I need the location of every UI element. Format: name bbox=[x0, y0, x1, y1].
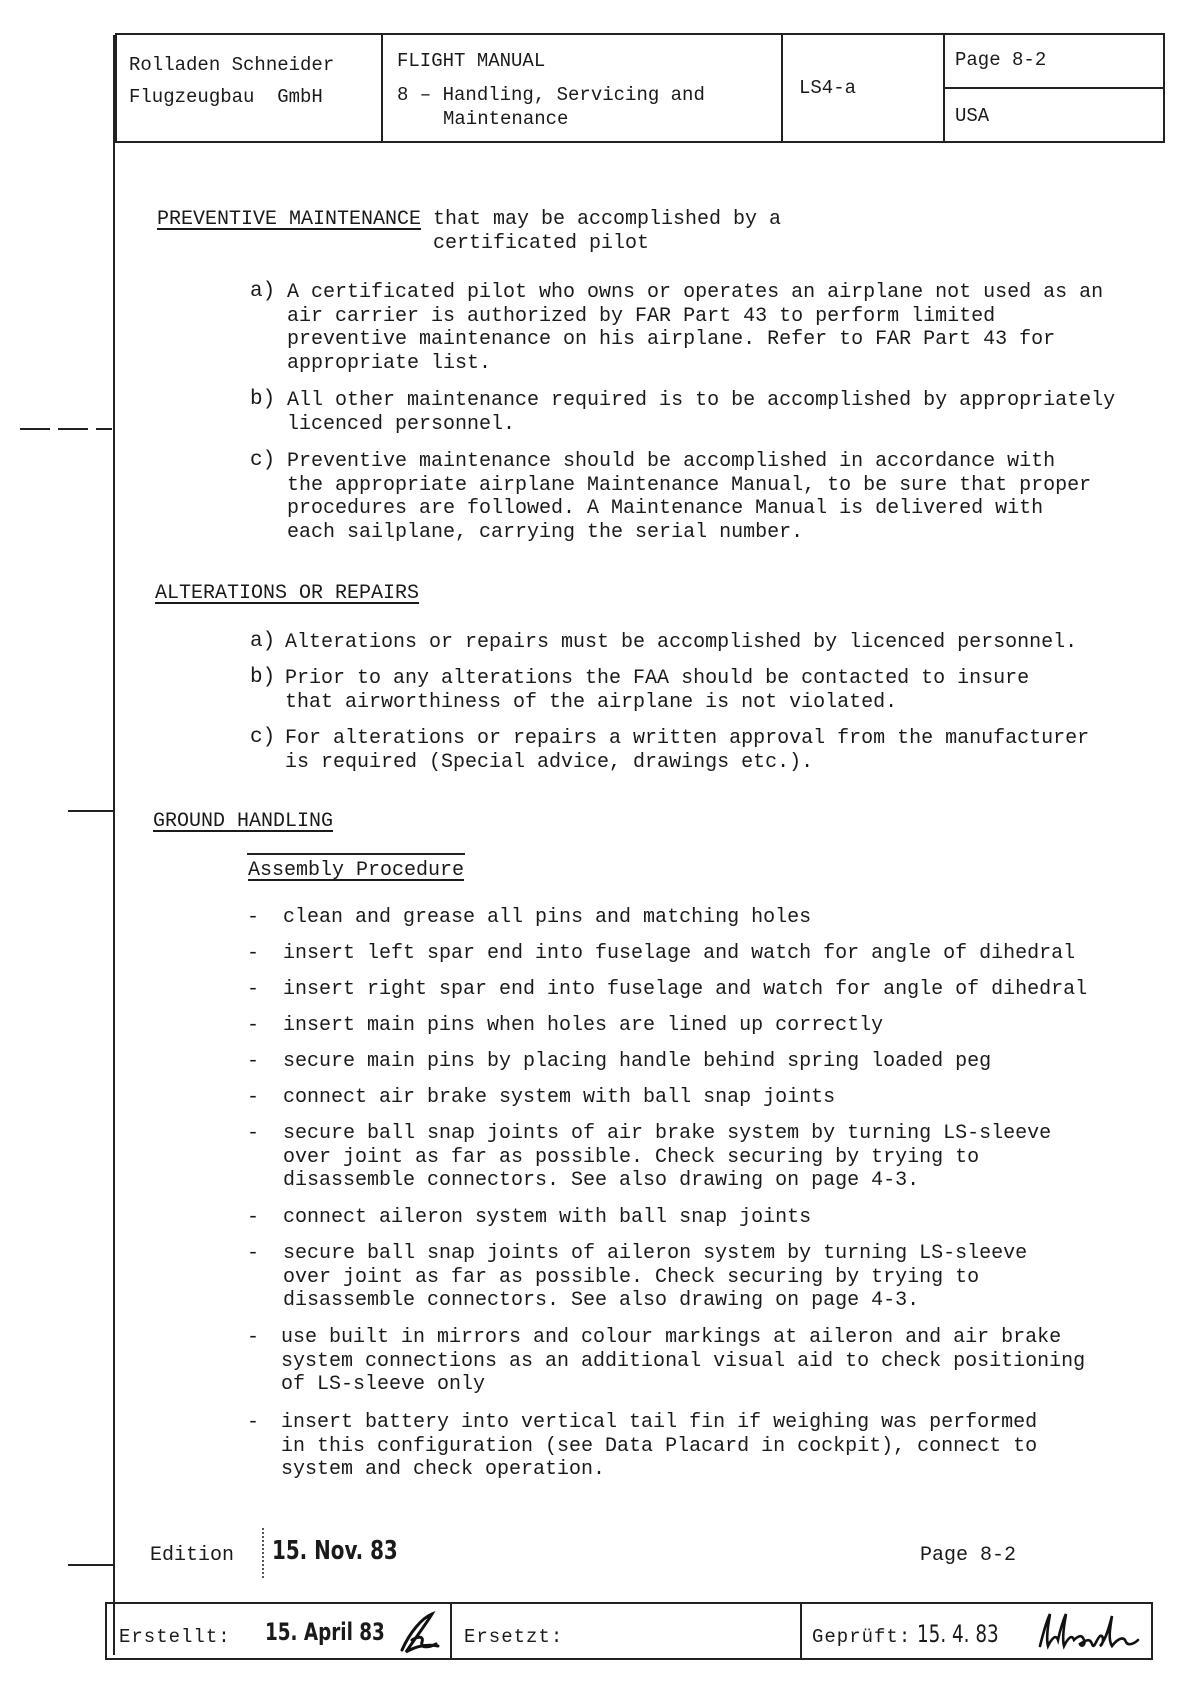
list-item: All other maintenance required is to be accomplished by appropriately licenced personnel. bbox=[287, 389, 1116, 436]
section-heading: ALTERATIONS OR REPAIRS bbox=[155, 582, 420, 605]
created-label: Erstellt: bbox=[119, 1626, 231, 1648]
bullet-dash: - bbox=[247, 1050, 260, 1073]
subheading: Assembly Procedure bbox=[248, 859, 465, 882]
bullet-dash: - bbox=[247, 1411, 260, 1434]
list-item: For alterations or repairs a written approval from the manufacturer is required (Special advice, drawings etc.). bbox=[285, 727, 1090, 774]
created-cell bbox=[107, 1604, 452, 1658]
bullet-dash: - bbox=[247, 1014, 260, 1037]
bullet-dash: - bbox=[247, 978, 260, 1001]
company-name: Rolladen Schneider bbox=[129, 54, 335, 76]
page-number: Page 8-2 bbox=[955, 49, 1047, 71]
section-title-cont: Maintenance bbox=[443, 108, 569, 130]
bullet-dash: - bbox=[247, 1122, 260, 1145]
revision-mark bbox=[20, 428, 112, 430]
procedure-step: secure main pins by placing handle behind spring loaded peg bbox=[283, 1050, 992, 1073]
replaced-label: Ersetzt: bbox=[464, 1626, 564, 1648]
checked-cell bbox=[802, 1604, 1151, 1658]
subheading-overline bbox=[247, 853, 465, 855]
replaced-cell bbox=[452, 1604, 802, 1658]
list-item: Alterations or repairs must be accomplished by licenced personnel. bbox=[285, 631, 1078, 654]
procedure-step: insert main pins when holes are lined up correctly bbox=[283, 1014, 884, 1037]
manual-title: FLIGHT MANUAL bbox=[397, 50, 546, 72]
checked-label: Geprüft: bbox=[812, 1626, 912, 1648]
list-item: A certificated pilot who owns or operates an airplane not used as an air carrier is authorized by FAR Part 43 to perform limited preventive maintenance on his airplane. Refer to FAR Part 43 for appropriate list. bbox=[287, 281, 1104, 375]
bullet-dash: - bbox=[247, 942, 260, 965]
edition-label: Edition bbox=[150, 1544, 235, 1567]
country: USA bbox=[955, 105, 990, 127]
item-letter: c) bbox=[250, 726, 276, 749]
list-item: Prior to any alterations the FAA should be contacted to insure that airworthiness of the airplane is not violated. bbox=[285, 667, 1030, 714]
checker-signature-icon bbox=[1034, 1610, 1144, 1654]
procedure-step: clean and grease all pins and matching holes bbox=[283, 906, 812, 929]
procedure-step: connect aileron system with ball snap joints bbox=[283, 1206, 812, 1229]
revision-mark bbox=[68, 810, 114, 812]
checked-date: 15. 4. 83 bbox=[917, 1620, 999, 1648]
revision-mark bbox=[68, 1564, 114, 1566]
edition-divider bbox=[262, 1528, 264, 1578]
procedure-step: insert left spar end into fuselage and watch for angle of dihedral bbox=[283, 942, 1076, 965]
procedure-step: insert battery into vertical tail fin if weighing was performed in this configuration (see Data Placard in cockpit), connect to system and check operation. bbox=[281, 1411, 1038, 1481]
bullet-dash: - bbox=[247, 1326, 260, 1349]
section-heading-rest: certificated pilot bbox=[433, 232, 650, 255]
section-heading-rest: that may be accomplished by a bbox=[433, 208, 782, 231]
bullet-dash: - bbox=[247, 1242, 260, 1265]
procedure-step: connect air brake system with ball snap joints bbox=[283, 1086, 836, 1109]
footer-page-number: Page 8-2 bbox=[920, 1544, 1017, 1567]
created-date: 15. April 83 bbox=[265, 1618, 385, 1646]
title-cell bbox=[383, 35, 783, 141]
bullet-dash: - bbox=[247, 906, 260, 929]
procedure-step: secure ball snap joints of aileron system by turning LS-sleeve over joint as far as possible. Check securing by trying to disassemble connectors. See also drawing on page 4-3. bbox=[283, 1242, 1028, 1312]
edition-date: 15. Nov. 83 bbox=[272, 1536, 398, 1566]
item-letter: c) bbox=[250, 449, 276, 472]
company-cell bbox=[117, 35, 383, 141]
document-header bbox=[115, 33, 1165, 143]
model-cell bbox=[783, 35, 945, 141]
list-item: Preventive maintenance should be accomplished in accordance with the appropriate airplane Maintenance Manual, to be sure that proper procedures are followed. A Maintenance Manual is delivered with each sailplane, carrying the serial number. bbox=[287, 450, 1092, 544]
bullet-dash: - bbox=[247, 1206, 260, 1229]
section-heading: GROUND HANDLING bbox=[153, 810, 334, 833]
model-name: LS4-a bbox=[799, 77, 857, 99]
procedure-step: secure ball snap joints of air brake system by turning LS-sleeve over joint as far as possible. Check securing by trying to disassemble connectors. See also drawing on page 4-3. bbox=[283, 1122, 1052, 1192]
procedure-step: use built in mirrors and colour markings at aileron and air brake system connections as an additional visual aid to check positioning of LS-sleeve only bbox=[281, 1326, 1086, 1396]
initials-signature-icon bbox=[392, 1610, 444, 1656]
item-letter: a) bbox=[250, 280, 276, 303]
page-cell bbox=[945, 35, 1163, 141]
bullet-dash: - bbox=[247, 1086, 260, 1109]
approval-row bbox=[105, 1602, 1153, 1660]
section-heading: PREVENTIVE MAINTENANCE bbox=[157, 208, 422, 231]
section-title: 8 – Handling, Servicing and bbox=[397, 84, 705, 106]
procedure-step: insert right spar end into fuselage and watch for angle of dihedral bbox=[283, 978, 1088, 1001]
company-type: Flugzeugbau GmbH bbox=[129, 86, 323, 108]
item-letter: b) bbox=[250, 666, 276, 689]
item-letter: b) bbox=[250, 388, 276, 411]
item-letter: a) bbox=[250, 630, 276, 653]
